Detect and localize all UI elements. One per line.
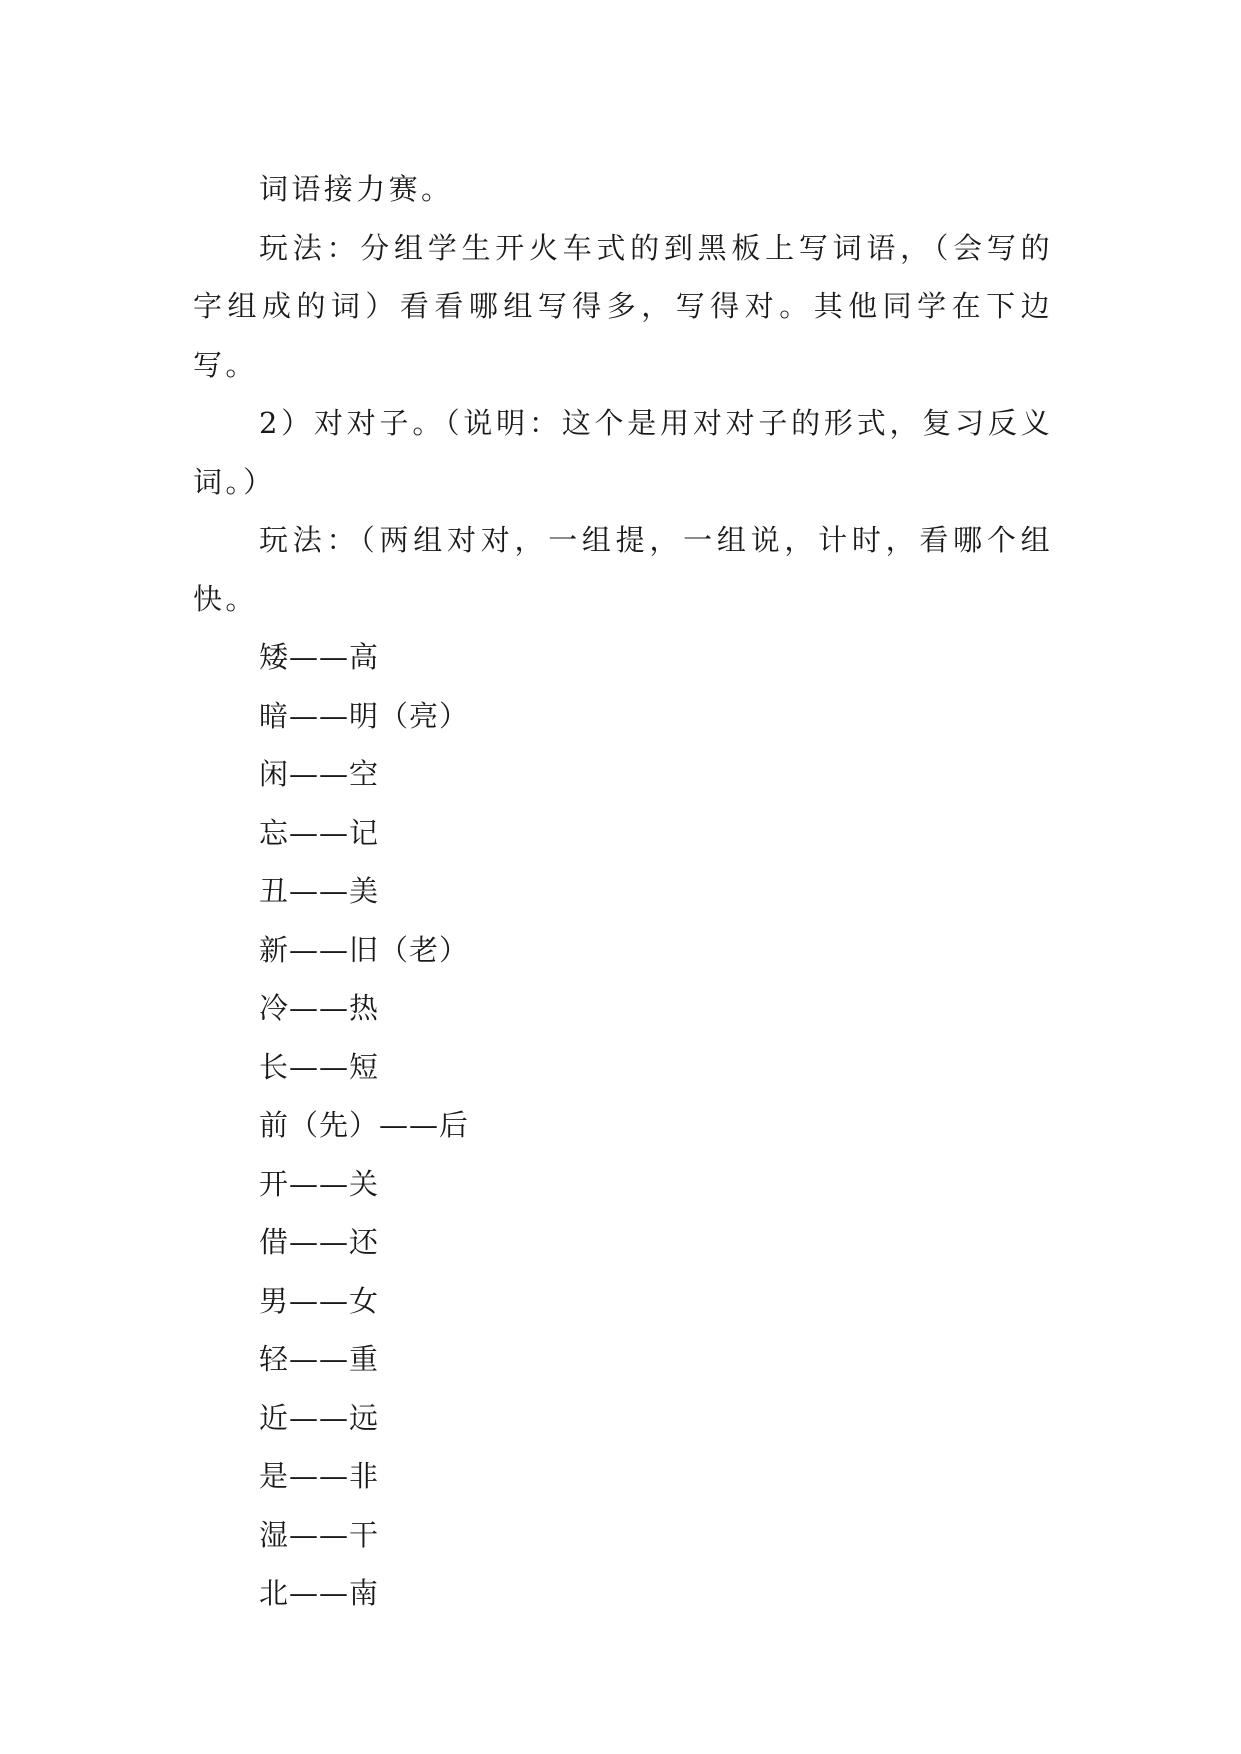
antonym-pair: 男——女 — [259, 1283, 380, 1318]
antonym-pair: 忘——记 — [259, 815, 380, 850]
antonym-list — [193, 628, 1053, 1623]
antonym-pair: 暗——明（亮） — [259, 698, 470, 733]
antonym-pair: 湿——干 — [259, 1517, 380, 1552]
antonym-pair: 借——还 — [259, 1225, 380, 1259]
antonym-pair: 近——远 — [259, 1400, 380, 1435]
antonym-pair: 冷——热 — [259, 991, 380, 1025]
antonym-pair: 北——南 — [259, 1576, 380, 1610]
antonym-pair: 新——旧（老） — [259, 932, 470, 967]
antonym-pair: 矮——高 — [259, 640, 380, 674]
paragraph-activity-title: 词语接力赛。 — [259, 172, 454, 206]
antonym-pair: 丑——美 — [259, 874, 380, 908]
antonym-pair: 长——短 — [259, 1049, 380, 1084]
antonym-pair: 前（先）——后 — [259, 1108, 470, 1142]
paragraph-couplet-intro: 2）对对子。（说明：这个是用对对子的形式，复习反义词。） — [193, 406, 1053, 499]
antonym-pair: 是——非 — [259, 1459, 380, 1493]
antonym-pair: 轻——重 — [259, 1342, 380, 1376]
antonym-pair: 闲——空 — [259, 757, 380, 791]
antonym-pair: 开——关 — [259, 1166, 380, 1201]
document-body — [193, 160, 1053, 1623]
paragraph-activity-rules: 玩法：分组学生开火车式的到黑板上写词语，（会写的字组成的词）看看哪组写得多，写得对。其他同学在下边写。 — [193, 230, 1053, 382]
paragraph-couplet-rules: 玩法：（两组对对，一组提，一组说，计时，看哪个组快。 — [193, 523, 1053, 616]
